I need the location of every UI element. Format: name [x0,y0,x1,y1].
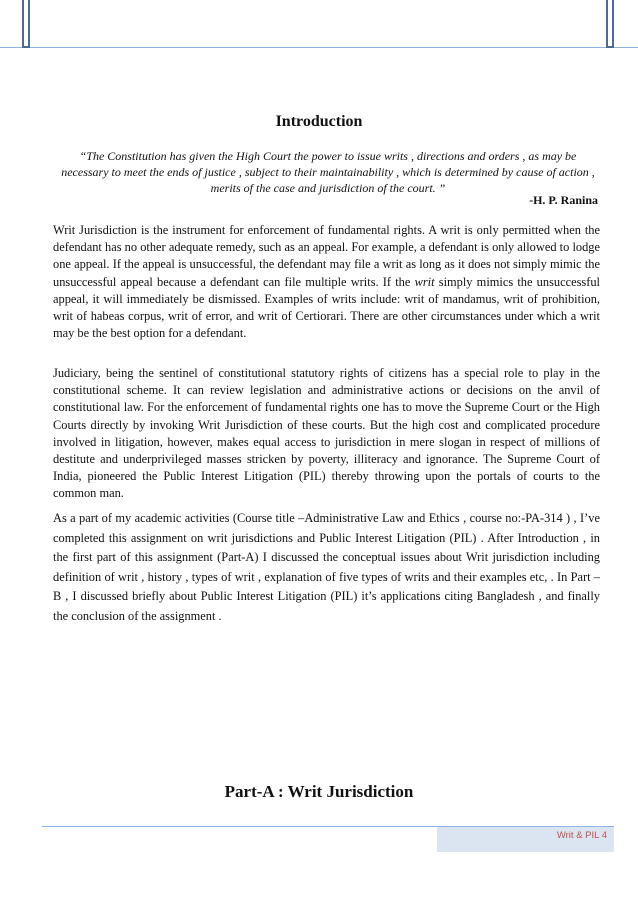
section-heading: Part-A : Writ Jurisdiction [224,782,414,801]
header-corner-left [22,0,30,48]
emphasized-word: writ [414,274,435,289]
paragraph-judiciary: Judiciary, being the sentinel of constitutional statutory rights of citizens has a special role to play in the constitutional scheme. It can review legislation and administrative actions or decisions on the anvil of constitutional law. For the enforcement of fundamental rights one has to move the Supreme Court or the High Courts directly by invoking Writ Jurisdiction of these courts. But the high cost and complicated procedure involved in litigation, however, makes equal access to jurisdiction in mere slogan in respect of millions of destitute and underprivileged masses stricken by poverty, illiteracy and ignorance. The Supreme Court of India, pioneered the Public Interest Litigation (PIL) thereby throwing upon the portals of courts to the common man. [53,366,600,501]
paragraph-assignment-overview: As a part of my academic activities (Course title –Administrative Law and Ethics , course no:-PA-314 ) , I’ve completed this assignment on writ jurisdictions and Public Interest Litigation (PIL) . After Introduction , in the first part of this assignment (Part-A) I discussed the conceptual issues about Writ jurisdiction including definition of writ , history , types of writ , explanation of five types of writs and their examples etc, . In Part –B , I discussed briefly about Public Interest Litigation (PIL) it’s applications citing Bangladesh , and finally the conclusion of the assignment . [53,511,600,623]
paragraph-text: Writ Jurisdiction is the instrument for enforcement of fundamental rights. A writ is only permitted when the defendant has no other adequate remedy, such as an appeal. For example, a defendant is only allowed to lodge one appeal. If the appeal is unsuccessful, the defendant may file a writ as long as it does not simply mimic the unsuccessful appeal because a defendant can file multiple writs. If the [53,223,600,289]
quote-attribution: -H. P. Ranina [529,193,598,207]
epigraph-quote: “The Constitution has given the High Court the power to issue writs , directions and orders , as may be necessary to meet the ends of justice , subject to their maintainability , which is determined by cause of action , merits of the case and jurisdiction of the court. ” [61,149,595,195]
paragraph-writ-jurisdiction [53,222,600,342]
header-rule [0,47,638,48]
header-corner-right [606,0,614,48]
page-title: Introduction [275,113,363,130]
paragraph-text: simply mimics the unsuccessful appeal, it will immediately be dismissed. Examples of writs include: writ of mandamus, writ of prohibition, writ of habeas corpus, writ of error, and writ of Certiorari. There are other circumstances under which a writ may be the best option for a defendant. [53,274,600,341]
page-footer: Writ & PIL 4 [556,830,607,841]
